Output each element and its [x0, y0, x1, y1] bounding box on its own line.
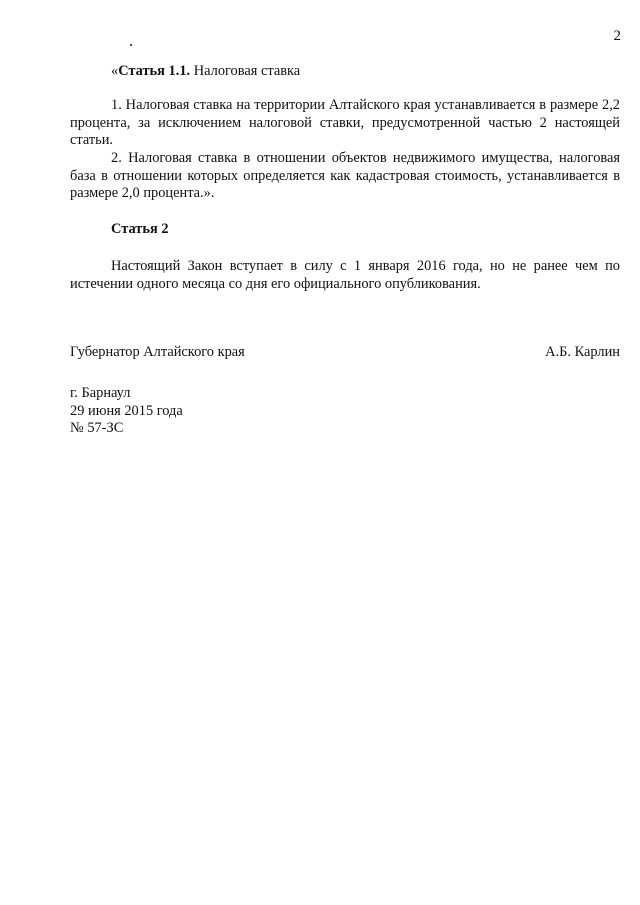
signature-row [70, 344, 620, 361]
article-1-1-title: Налоговая ставка [193, 63, 301, 79]
signatory-name: А.Б. Карлин [545, 344, 620, 360]
footer-city: г. Барнаул [70, 385, 131, 401]
article-1-1-heading [111, 63, 300, 80]
open-quote: « [111, 63, 119, 79]
footer-date: 29 июня 2015 года [70, 402, 183, 419]
page-number: 2 [613, 28, 621, 44]
signatory-position: Губернатор Алтайского края [70, 344, 245, 360]
scan-speck [130, 44, 132, 46]
article-2-heading: Статья 2 [111, 221, 169, 237]
article-2-text: Настоящий Закон вступает в силу с 1 января 2016 года, но не ранее чем по истечении одного месяца со дня его официального опубликования. [70, 258, 620, 292]
paragraph-2: 2. Налоговая ставка в отношении объектов недвижимого имущества, налоговая база в отношении которых определяется как кадастровая стоимость, устанавливается в размере 2,0 процента.». [70, 150, 620, 201]
footer-block [70, 385, 183, 438]
article-1-1-label: Статья 1.1. [118, 63, 191, 79]
paragraph-1: 1. Налоговая ставка на территории Алтайского края устанавливается в размере 2,2 процента, за исключением налоговой ставки, предусмотренной частью 2 настоящей статьи. [70, 97, 620, 148]
footer-number: № 57-ЗС [70, 420, 124, 436]
